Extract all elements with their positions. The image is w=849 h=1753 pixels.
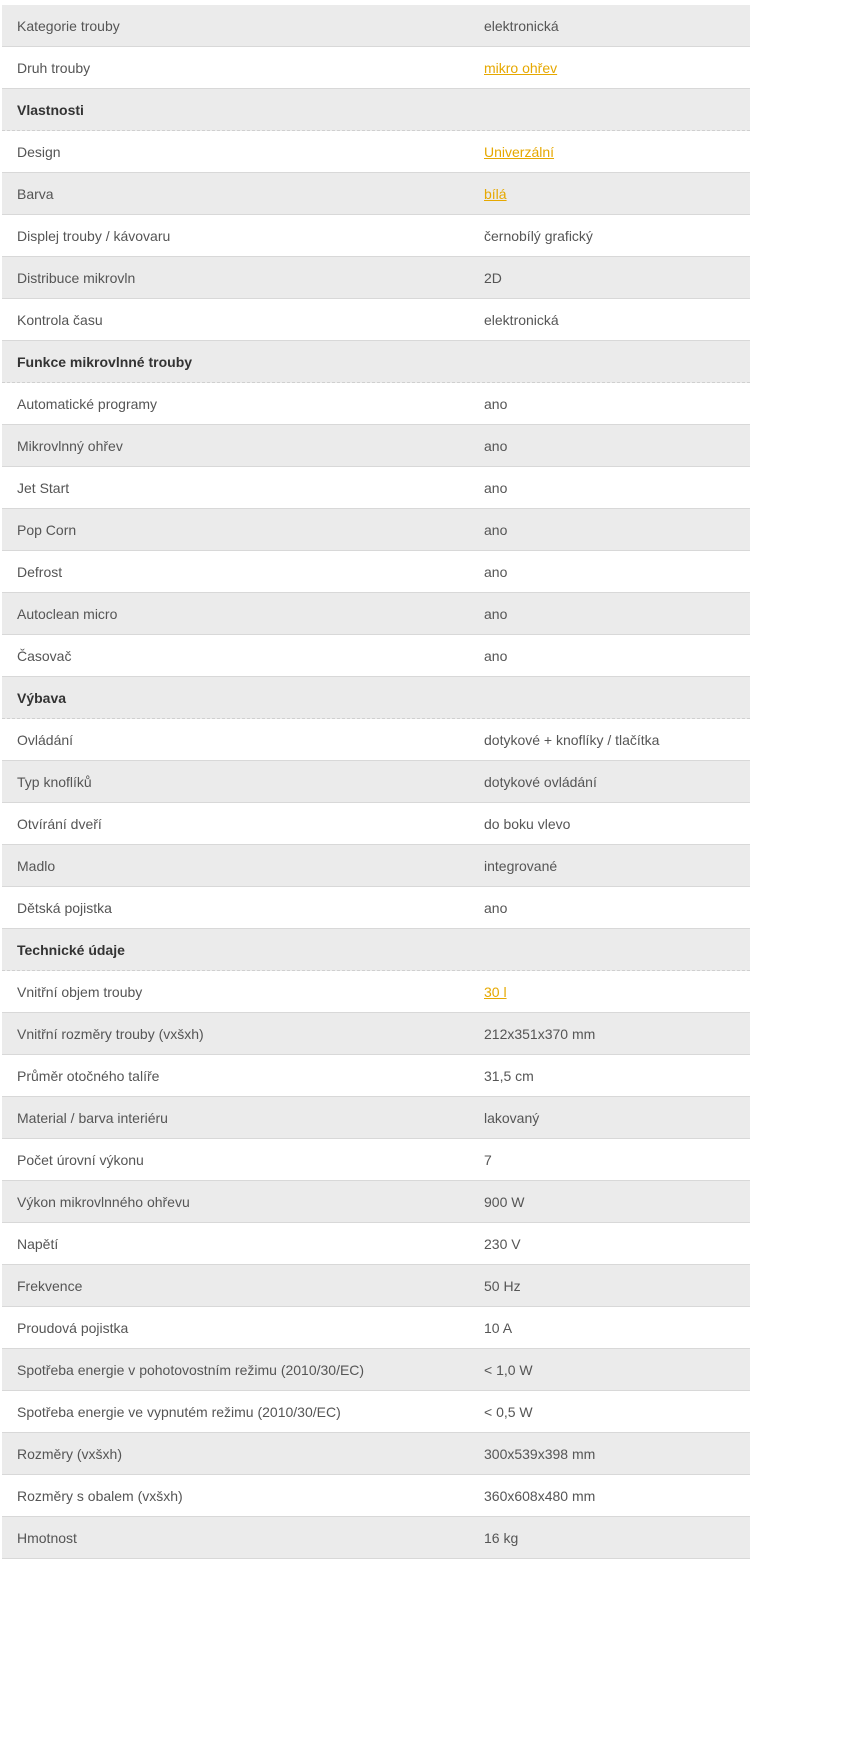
spec-value-link[interactable]: 30 l — [484, 983, 507, 1000]
spec-table — [2, 5, 750, 1559]
spec-value: dotykové + knoflíky / tlačítka — [484, 731, 660, 748]
spec-row — [2, 593, 750, 635]
spec-label: Spotřeba energie v pohotovostním režimu (2010/30/EC) — [17, 1361, 365, 1378]
spec-row — [2, 299, 750, 341]
spec-label: Rozměry s obalem (vxšxh) — [17, 1487, 183, 1504]
spec-label: Pop Corn — [17, 521, 77, 538]
spec-value: ano — [484, 437, 508, 454]
spec-label: Dětská pojistka — [17, 899, 112, 916]
spec-value: 360x608x480 mm — [484, 1487, 596, 1504]
spec-label: Distribuce mikrovln — [17, 269, 136, 286]
section-header — [2, 677, 750, 719]
spec-label: Napětí — [17, 1235, 59, 1252]
spec-value: ano — [484, 521, 508, 538]
spec-value: ano — [484, 563, 508, 580]
spec-label: Material / barva interiéru — [17, 1109, 168, 1126]
spec-row — [2, 173, 750, 215]
spec-row — [2, 845, 750, 887]
spec-value-link[interactable]: bílá — [484, 185, 507, 202]
section-header — [2, 929, 750, 971]
spec-row — [2, 719, 750, 761]
spec-value: ano — [484, 899, 508, 916]
section-title: Technické údaje — [17, 941, 125, 958]
spec-row — [2, 971, 750, 1013]
spec-row — [2, 257, 750, 299]
spec-label: Mikrovlnný ohřev — [17, 437, 123, 454]
spec-value: dotykové ovládání — [484, 773, 597, 790]
spec-value: 50 Hz — [484, 1277, 521, 1294]
spec-value: 212x351x370 mm — [484, 1025, 596, 1042]
section-title: Vlastnosti — [17, 101, 84, 118]
spec-row — [2, 5, 750, 47]
spec-row — [2, 1013, 750, 1055]
spec-row — [2, 1181, 750, 1223]
spec-value: 16 kg — [484, 1529, 519, 1546]
spec-label: Displej trouby / kávovaru — [17, 227, 171, 244]
spec-value: integrované — [484, 857, 558, 874]
spec-label: Kontrola času — [17, 311, 103, 328]
spec-value: 2D — [484, 269, 502, 286]
spec-row — [2, 1139, 750, 1181]
spec-row — [2, 1475, 750, 1517]
spec-row — [2, 47, 750, 89]
spec-row — [2, 1307, 750, 1349]
spec-value: černobílý grafický — [484, 227, 593, 244]
spec-value — [484, 984, 750, 1000]
spec-row — [2, 1433, 750, 1475]
spec-label: Jet Start — [17, 479, 70, 496]
spec-row — [2, 1517, 750, 1559]
spec-label: Autoclean micro — [17, 605, 118, 622]
spec-row — [2, 1349, 750, 1391]
spec-value: 7 — [484, 1151, 492, 1168]
spec-value — [484, 144, 750, 160]
spec-label: Ovládání — [17, 731, 74, 748]
spec-row — [2, 1097, 750, 1139]
section-header — [2, 89, 750, 131]
spec-value: ano — [484, 395, 508, 412]
section-title: Výbava — [17, 689, 67, 706]
spec-value — [484, 186, 750, 202]
spec-label: Počet úrovní výkonu — [17, 1151, 144, 1168]
spec-label: Typ knoflíků — [17, 773, 92, 790]
spec-row — [2, 131, 750, 173]
spec-label: Druh trouby — [17, 59, 91, 76]
spec-value: 10 A — [484, 1319, 513, 1336]
spec-row — [2, 509, 750, 551]
spec-row — [2, 887, 750, 929]
spec-row — [2, 1265, 750, 1307]
spec-value: < 0,5 W — [484, 1403, 533, 1420]
spec-label: Proudová pojistka — [17, 1319, 129, 1336]
spec-value: ano — [484, 647, 508, 664]
spec-label: Barva — [17, 185, 54, 202]
spec-row — [2, 467, 750, 509]
spec-row — [2, 803, 750, 845]
spec-label: Automatické programy — [17, 395, 158, 412]
spec-value: < 1,0 W — [484, 1361, 533, 1378]
spec-value: elektronická — [484, 311, 559, 328]
spec-value: 31,5 cm — [484, 1067, 534, 1084]
spec-label: Design — [17, 143, 61, 160]
spec-value: do boku vlevo — [484, 815, 571, 832]
spec-row — [2, 1391, 750, 1433]
spec-value: 900 W — [484, 1193, 525, 1210]
spec-label: Kategorie trouby — [17, 17, 120, 34]
spec-value: ano — [484, 605, 508, 622]
spec-value-link[interactable]: Univerzální — [484, 143, 555, 160]
spec-row — [2, 383, 750, 425]
spec-label: Otvírání dveří — [17, 815, 102, 832]
spec-label: Hmotnost — [17, 1529, 77, 1546]
spec-label: Frekvence — [17, 1277, 83, 1294]
spec-row — [2, 635, 750, 677]
spec-label: Rozměry (vxšxh) — [17, 1445, 123, 1462]
section-header — [2, 341, 750, 383]
spec-row — [2, 761, 750, 803]
spec-value-link[interactable]: mikro ohřev — [484, 59, 558, 76]
spec-value: 300x539x398 mm — [484, 1445, 596, 1462]
spec-row — [2, 1223, 750, 1265]
spec-label: Průměr otočného talíře — [17, 1067, 160, 1084]
spec-value — [484, 60, 750, 76]
spec-row — [2, 551, 750, 593]
spec-label: Vnitřní rozměry trouby (vxšxh) — [17, 1025, 204, 1042]
spec-label: Výkon mikrovlnného ohřevu — [17, 1193, 190, 1210]
spec-value: 230 V — [484, 1235, 521, 1252]
spec-value: elektronická — [484, 17, 559, 34]
spec-value: ano — [484, 479, 508, 496]
spec-label: Časovač — [17, 647, 72, 664]
spec-row — [2, 1055, 750, 1097]
spec-label: Vnitřní objem trouby — [17, 983, 143, 1000]
spec-value: lakovaný — [484, 1109, 540, 1126]
spec-row — [2, 215, 750, 257]
spec-label: Madlo — [17, 857, 56, 874]
spec-row — [2, 425, 750, 467]
spec-label: Spotřeba energie ve vypnutém režimu (2010/30/EC) — [17, 1403, 341, 1420]
spec-label: Defrost — [17, 563, 63, 580]
section-title: Funkce mikrovlnné trouby — [17, 353, 193, 370]
